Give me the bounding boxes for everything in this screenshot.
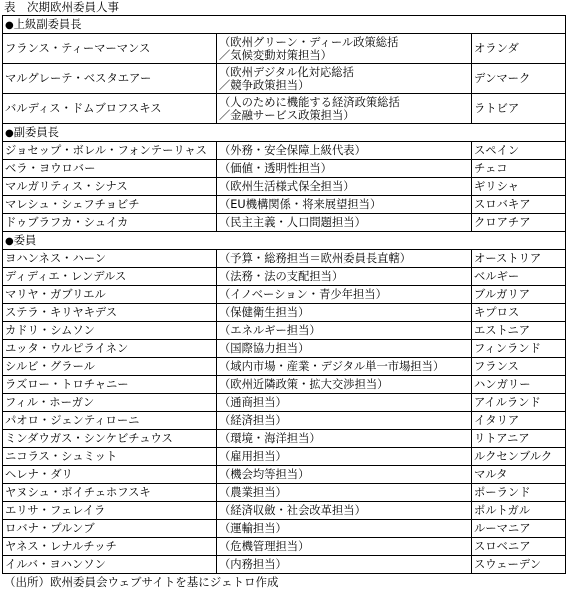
country: チェコ bbox=[472, 160, 566, 178]
country: スペイン bbox=[472, 142, 566, 160]
portfolio-line: （保健衛生担当） bbox=[219, 306, 310, 319]
table-row bbox=[3, 412, 566, 430]
member-name: ベラ・ヨウロバー bbox=[3, 160, 217, 178]
portfolio-line: （農業担当） bbox=[219, 486, 287, 499]
portfolio-line: ／気候変動対策担当） bbox=[219, 48, 332, 62]
country: ルクセンブルク bbox=[472, 448, 566, 466]
member-name: ヨハンネス・ハーン bbox=[3, 250, 217, 268]
portfolio-cell bbox=[217, 64, 472, 94]
table-body bbox=[3, 16, 566, 574]
country: オランダ bbox=[472, 34, 566, 64]
member-name: ディディエ・レンデルス bbox=[3, 268, 217, 286]
member-name: ドゥブラフカ・シュイカ bbox=[3, 214, 217, 232]
country: デンマーク bbox=[472, 64, 566, 94]
portfolio-cell bbox=[217, 412, 472, 430]
section-heading: 副委員長 bbox=[13, 125, 59, 139]
table-row bbox=[3, 304, 566, 322]
member-name: ジョセップ・ボレル・フォンテーリャス bbox=[3, 142, 217, 160]
member-name: マルガリティス・シナス bbox=[3, 178, 217, 196]
bullet-icon: ● bbox=[5, 127, 14, 139]
table-row bbox=[3, 322, 566, 340]
portfolio-line: ／競争政策担当） bbox=[219, 78, 310, 92]
portfolio-line: （欧州近隣政策・拡大交渉担当） bbox=[219, 378, 389, 391]
member-name: ミンダウガス・シンケビチュウス bbox=[3, 430, 217, 448]
portfolio-line: （域内市場・産業・デジタル単一市場担当） bbox=[219, 360, 445, 373]
member-name: ヤヌシュ・ボイチェホフスキ bbox=[3, 484, 217, 502]
country: ハンガリー bbox=[472, 376, 566, 394]
portfolio-line: （危機管理担当） bbox=[219, 540, 310, 553]
country: スウェーデン bbox=[472, 556, 566, 574]
portfolio-line: （機会均等担当） bbox=[219, 468, 310, 481]
table-row bbox=[3, 178, 566, 196]
portfolio-line: （経済担当） bbox=[219, 414, 287, 427]
table-row bbox=[3, 250, 566, 268]
table-row bbox=[3, 466, 566, 484]
section-header bbox=[3, 124, 566, 142]
portfolio-cell bbox=[217, 34, 472, 64]
member-name: バルディス・ドムブロフスキス bbox=[3, 94, 217, 124]
portfolio-line: （雇用担当） bbox=[219, 450, 287, 463]
member-name: ラズロー・トロチャニー bbox=[3, 376, 217, 394]
portfolio-line: （欧州生活様式保全担当） bbox=[219, 180, 355, 193]
country: フィンランド bbox=[472, 340, 566, 358]
table-row bbox=[3, 556, 566, 574]
table-row bbox=[3, 448, 566, 466]
table-row bbox=[3, 430, 566, 448]
portfolio-cell bbox=[217, 466, 472, 484]
country: オーストリア bbox=[472, 250, 566, 268]
portfolio-cell bbox=[217, 94, 472, 124]
portfolio-cell bbox=[217, 286, 472, 304]
table-title: 表 次期欧州委員人事 bbox=[4, 0, 119, 14]
portfolio-cell bbox=[217, 376, 472, 394]
member-name: イルバ・ヨハンソン bbox=[3, 556, 217, 574]
table-row bbox=[3, 340, 566, 358]
portfolio-line: ／金融サービス政策担当） bbox=[219, 108, 355, 122]
table-row bbox=[3, 160, 566, 178]
portfolio-line: （外務・安全保障上級代表） bbox=[219, 144, 366, 157]
member-name: シルビ・グラール bbox=[3, 358, 217, 376]
portfolio-cell bbox=[217, 340, 472, 358]
section-header-row bbox=[3, 232, 566, 250]
portfolio-cell bbox=[217, 484, 472, 502]
portfolio-cell bbox=[217, 358, 472, 376]
table-row bbox=[3, 94, 566, 124]
country: リトアニア bbox=[472, 430, 566, 448]
country: フランス bbox=[472, 358, 566, 376]
member-name: ステラ・キリヤキデス bbox=[3, 304, 217, 322]
member-name: パオロ・ジェンティローニ bbox=[3, 412, 217, 430]
member-name: ニコラス・シュミット bbox=[3, 448, 217, 466]
portfolio-cell bbox=[217, 304, 472, 322]
member-name: ヤネス・レナルチッチ bbox=[3, 538, 217, 556]
portfolio-line: （民主主義・人口問題担当） bbox=[219, 216, 366, 229]
document bbox=[2, 0, 565, 590]
portfolio-line: （欧州デジタル化対応総括 bbox=[219, 65, 354, 79]
table-row bbox=[3, 502, 566, 520]
section-header bbox=[3, 232, 566, 250]
table-row bbox=[3, 214, 566, 232]
country: イタリア bbox=[472, 412, 566, 430]
country: スロバキア bbox=[472, 196, 566, 214]
table-row bbox=[3, 142, 566, 160]
portfolio-cell bbox=[217, 142, 472, 160]
country: スロベニア bbox=[472, 538, 566, 556]
country: ギリシャ bbox=[472, 178, 566, 196]
portfolio-cell bbox=[217, 214, 472, 232]
portfolio-cell bbox=[217, 502, 472, 520]
portfolio-cell bbox=[217, 556, 472, 574]
portfolio-cell bbox=[217, 520, 472, 538]
member-name: マルグレーテ・ベスタエアー bbox=[3, 64, 217, 94]
portfolio-cell bbox=[217, 196, 472, 214]
portfolio-line: （内務担当） bbox=[219, 558, 287, 571]
portfolio-line: （予算・総務担当＝欧州委員長直轄） bbox=[219, 252, 412, 265]
section-header-row bbox=[3, 16, 566, 34]
table-row bbox=[3, 484, 566, 502]
table-row bbox=[3, 376, 566, 394]
country: クロアチア bbox=[472, 214, 566, 232]
section-header bbox=[3, 16, 566, 34]
portfolio-line: （運輸担当） bbox=[219, 522, 287, 535]
member-name: エリサ・フェレイラ bbox=[3, 502, 217, 520]
source-note: （出所）欧州委員会ウェブサイトを基にジェトロ作成 bbox=[4, 575, 279, 589]
member-name: マレシュ・シェフチョビチ bbox=[3, 196, 217, 214]
portfolio-line: （人のために機能する経済政策総括 bbox=[219, 95, 400, 109]
member-name: カドリ・シムソン bbox=[3, 322, 217, 340]
member-name: フランス・ティーマーマンス bbox=[3, 34, 217, 64]
portfolio-cell bbox=[217, 448, 472, 466]
bullet-icon: ● bbox=[5, 235, 14, 247]
table-row bbox=[3, 286, 566, 304]
portfolio-line: （イノベーション・青少年担当） bbox=[219, 288, 387, 301]
portfolio-cell bbox=[217, 394, 472, 412]
portfolio-cell bbox=[217, 178, 472, 196]
table-row bbox=[3, 64, 566, 94]
country: ポーランド bbox=[472, 484, 566, 502]
portfolio-cell bbox=[217, 268, 472, 286]
country: ルーマニア bbox=[472, 520, 566, 538]
portfolio-line: （国際協力担当） bbox=[219, 342, 310, 355]
country: ブルガリア bbox=[472, 286, 566, 304]
country: エストニア bbox=[472, 322, 566, 340]
country: ベルギー bbox=[472, 268, 566, 286]
commissioner-table bbox=[2, 15, 566, 574]
member-name: ユッタ・ウルピライネン bbox=[3, 340, 217, 358]
portfolio-cell bbox=[217, 250, 472, 268]
bullet-icon: ● bbox=[5, 19, 14, 31]
portfolio-cell bbox=[217, 322, 472, 340]
country: マルタ bbox=[472, 466, 566, 484]
table-row bbox=[3, 268, 566, 286]
country: ラトビア bbox=[472, 94, 566, 124]
section-header-row bbox=[3, 124, 566, 142]
table-row bbox=[3, 394, 566, 412]
member-name: ヘレナ・ダリ bbox=[3, 466, 217, 484]
portfolio-cell bbox=[217, 538, 472, 556]
portfolio-line: （法務・法の支配担当） bbox=[219, 270, 344, 283]
portfolio-line: （エネルギー担当） bbox=[219, 324, 321, 337]
member-name: フィル・ホーガン bbox=[3, 394, 217, 412]
portfolio-line: （欧州グリーン・ディール政策総括 bbox=[219, 35, 399, 49]
table-row bbox=[3, 196, 566, 214]
portfolio-line: （通商担当） bbox=[219, 396, 287, 409]
table-row bbox=[3, 358, 566, 376]
section-heading: 委員 bbox=[13, 233, 37, 247]
portfolio-cell bbox=[217, 430, 472, 448]
country: キプロス bbox=[472, 304, 566, 322]
portfolio-line: （価値・透明性担当） bbox=[219, 162, 332, 175]
portfolio-cell bbox=[217, 160, 472, 178]
table-row bbox=[3, 538, 566, 556]
portfolio-line: （環境・海洋担当） bbox=[219, 432, 321, 445]
table-row bbox=[3, 34, 566, 64]
portfolio-line: （EU機構関係・将来展望担当） bbox=[219, 198, 382, 211]
country: ポルトガル bbox=[472, 502, 566, 520]
member-name: ロバナ・プルンブ bbox=[3, 520, 217, 538]
section-heading: 上級副委員長 bbox=[13, 17, 82, 31]
table-row bbox=[3, 520, 566, 538]
portfolio-line: （経済収斂・社会改革担当） bbox=[219, 504, 366, 517]
country: アイルランド bbox=[472, 394, 566, 412]
member-name: マリヤ・ガブリエル bbox=[3, 286, 217, 304]
